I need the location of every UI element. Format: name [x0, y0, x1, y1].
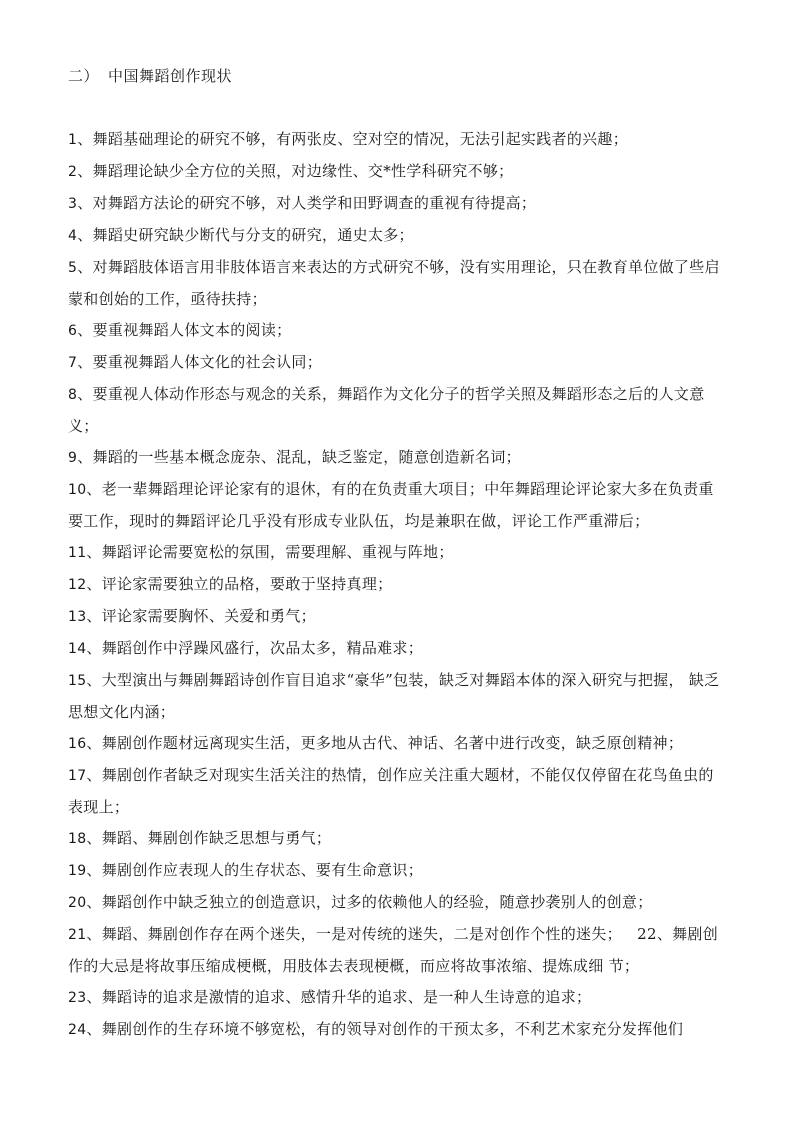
- list-item: [68, 823, 724, 855]
- item-text: 、老一辈舞蹈理论评论家有的退休，有的在负责重大项目；中年舞蹈理论评论家大多在负责重要工作，现时的舞蹈评论几乎没有形成专业队伍，均是兼职在做，评论工作严重滞后；: [68, 480, 714, 530]
- item-text: 、对舞蹈方法论的研究不够，对人类学和田野调查的重视有待提高；: [77, 194, 537, 212]
- list-item: [68, 537, 724, 569]
- item-text: 、舞蹈、舞剧创作存在两个迷失，一是对传统的迷失，二是对创作个性的迷失； 22、舞剧创作的大忌是将故事压缩成梗概，用肢体去表现梗概，而应将故事浓缩、提炼成细 节；: [68, 925, 719, 975]
- item-number: 4: [68, 228, 78, 244]
- item-text: 、大型演出与舞剧舞蹈诗创作盲目追求“豪华”包装，缺乏对舞蹈本体的深入研究与把握， 缺乏思想文化内涵；: [68, 671, 720, 721]
- item-number: 19: [68, 863, 87, 879]
- item-number: 13: [68, 609, 87, 625]
- list-item: [68, 156, 724, 188]
- list-item: [68, 188, 724, 220]
- list-item: [68, 442, 724, 474]
- item-number: 9: [68, 450, 78, 466]
- item-number: 2: [68, 164, 78, 180]
- list-item: [68, 855, 724, 887]
- list-item: [68, 379, 724, 442]
- item-number: 20: [68, 895, 87, 911]
- item-number: 10: [68, 482, 87, 498]
- item-list: [68, 124, 724, 1046]
- item-text: 、舞蹈创作中浮躁风盛行，次品太多，精品难求；: [86, 639, 424, 657]
- item-text: 、对舞蹈肢体语言用非肢体语言来表达的方式研究不够，没有实用理论，只在教育单位做了些启蒙和创始的工作，亟待扶持；: [68, 258, 720, 308]
- item-text: 、评论家需要胸怀、关爱和勇气；: [86, 607, 316, 625]
- list-item: [68, 347, 724, 379]
- item-text: 、舞蹈史研究缺少断代与分支的研究，通史太多；: [77, 226, 414, 244]
- item-number: 21: [68, 927, 87, 943]
- item-number: 14: [68, 641, 87, 657]
- list-item: [68, 601, 724, 633]
- list-item: [68, 728, 724, 760]
- item-text: 、舞剧创作的生存环境不够宽松，有的领导对创作的干预太多，不利艺术家充分发挥他们: [86, 1020, 684, 1038]
- item-number: 23: [68, 990, 87, 1006]
- item-text: 、舞蹈基础理论的研究不够，有两张皮、空对空的情况，无法引起实践者的兴趣；: [77, 130, 629, 148]
- item-number: 11: [68, 545, 87, 561]
- item-number: 3: [68, 196, 78, 212]
- item-number: 16: [68, 736, 87, 752]
- item-number: 18: [68, 831, 87, 847]
- item-number: 12: [68, 577, 87, 593]
- item-text: 、舞蹈创作中缺乏独立的创造意识，过多的依赖他人的经验，随意抄袭别人的创意；: [86, 893, 653, 911]
- item-number: 7: [68, 355, 78, 371]
- list-item: [68, 982, 724, 1014]
- list-item: [68, 252, 724, 315]
- item-text: 、舞蹈评论需要宽松的氛围，需要理解、重视与阵地；: [86, 543, 454, 561]
- item-number: 8: [68, 387, 78, 403]
- list-item: [68, 1014, 724, 1046]
- list-item: [68, 315, 724, 347]
- list-item: [68, 665, 724, 728]
- item-text: 、舞剧创作题材远离现实生活，更多地从古代、神话、名著中进行改变，缺乏原创精神；: [86, 734, 684, 752]
- section-heading: [68, 66, 232, 86]
- item-number: 6: [68, 323, 78, 339]
- list-item: [68, 887, 724, 919]
- item-text: 、要重视舞蹈人体文本的阅读；: [77, 321, 292, 339]
- section-title: 中国舞蹈创作现状: [108, 67, 233, 85]
- list-item: [68, 919, 724, 982]
- item-text: 、舞蹈的一些基本概念庞杂、混乱，缺乏鉴定，随意创造新名词；: [77, 448, 521, 466]
- section-number: 二）: [68, 67, 100, 85]
- item-text: 、评论家需要独立的品格，要敢于坚持真理；: [86, 575, 393, 593]
- list-item: [68, 569, 724, 601]
- item-number: 15: [68, 673, 87, 689]
- list-item: [68, 760, 724, 823]
- item-number: 24: [68, 1022, 87, 1038]
- item-text: 、要重视人体动作形态与观念的关系，舞蹈作为文化分子的哲学关照及舞蹈形态之后的人文意义；: [68, 385, 705, 435]
- item-number: 5: [68, 260, 78, 276]
- item-number: 1: [68, 132, 78, 148]
- item-text: 、舞剧创作应表现人的生存状态、要有生命意识；: [86, 861, 424, 879]
- item-text: 、舞剧创作者缺乏对现实生活关注的热情，创作应关注重大题材，不能仅仅停留在花鸟鱼虫的表现上；: [68, 766, 714, 816]
- list-item: [68, 633, 724, 665]
- item-number: 17: [68, 768, 87, 784]
- list-item: [68, 220, 724, 252]
- item-text: 、舞蹈、舞剧创作缺乏思想与勇气；: [86, 829, 332, 847]
- list-item: [68, 124, 724, 156]
- item-text: 、要重视舞蹈人体文化的社会认同；: [77, 353, 323, 371]
- list-item: [68, 474, 724, 537]
- item-text: 、舞蹈理论缺少全方位的关照，对边缘性、交*性学科研究不够；: [77, 162, 514, 180]
- item-text: 、舞蹈诗的追求是激情的追求、感情升华的追求、是一种人生诗意的追求；: [86, 988, 592, 1006]
